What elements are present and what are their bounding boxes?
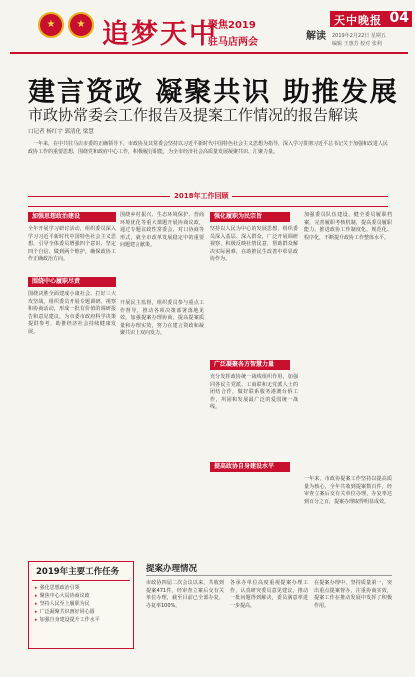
- cppcc-emblem-icon: ★: [68, 12, 94, 38]
- subtitle-line-1: 聚焦2019: [208, 20, 256, 31]
- column-text: 在提案办理中，坚持质量第一，突出重点提案督办，注重协商实效，提案工作在推动发展中发挥了积极作用。: [314, 580, 392, 609]
- section-title-wisdom: 广泛凝聚各方智慧力量: [210, 360, 290, 370]
- column-text: 坚持以人民为中心的发展思想，组织委员深入基层、深入群众，广泛开展调研视察，积极反映社情民意，帮助群众解决实际困难，在助推民生改善中彰显政协作为。: [210, 226, 298, 262]
- issue-meta: [332, 32, 386, 48]
- list-item: ★ 广泛凝聚共识画好同心圆: [34, 608, 128, 616]
- issue-date: 2019年2月22日 星期五: [332, 33, 386, 39]
- column-text: 围绕乡村振兴、生态环境保护、营商环境优化等重大课题开展协商议政，通过专题议政性常委会、对口协商等形式，就全市改革发展稳定中的重要问题建言献策。: [120, 212, 204, 248]
- lead-paragraph: 一年来，在中共驻马店市委的正确领导下，市政协及其常委会坚持以习近平新时代中国特色社会主义思想为指导，深入学习贯彻习近平总书记关于加强和改进人民政协工作的重要思想，围绕党和政府中心工作，积极履行职能，为全市经济社会高质量发展凝聚共识、汇聚力量。: [28, 141, 389, 155]
- list-item: ★ 加强自身建设提升工作水平: [34, 616, 128, 624]
- list-item: ★ 坚持人民至上履职为民: [34, 600, 128, 608]
- list-item: ★ 聚焦中心大局协商议政: [34, 592, 128, 600]
- list-item: ★ 强化思想政治引领: [34, 584, 128, 592]
- byline: 口记者 杨红宇 郭清化 梁慧: [28, 129, 94, 135]
- deck: 市政协常委会工作报告及提案工作情况的报告解读: [28, 106, 359, 124]
- proposal-title: 提案办理情况: [146, 564, 198, 574]
- column-text: 充分发挥政协统一战线组织作用，加强同各民主党派、工商联和无党派人士的团结合作，做好联系服务港澳台侨工作，巩固和发展最广泛的爱国统一战线。: [210, 374, 298, 410]
- section-title-center: 围绕中心履职尽责: [28, 277, 116, 287]
- column-subtitle: [208, 16, 258, 48]
- column-text: 一年来，市政协提案工作坚持以提高质量为核心，全年共收到提案数百件，经审查立案后交有关单位办理，办复率达到百分之百，提案办理取得明显成效。: [304, 476, 392, 505]
- column-title: 追梦天中: [102, 19, 218, 50]
- column-text: 市政协四届二次会议以来，共收到提案471件，经审查立案后交有关单位办理，截至目前已全部办复，办复率100%。: [146, 580, 224, 609]
- section-band-label: 2018年工作回顾: [170, 191, 232, 201]
- column-text: 全年开展学习研讨活动，组织委员深入学习习近平新时代中国特色社会主义思想，引导全体委员增强四个意识、坚定四个自信、做到两个维护，确保政协工作正确政治方向。: [28, 226, 116, 262]
- tasks-2019-list: [29, 584, 133, 624]
- issue-editors: 编辑 王惠芳 校对 张利: [332, 41, 382, 47]
- tasks-2019-box: [28, 561, 134, 649]
- column-text: 围绕决胜全面建成小康社会、打好三大攻坚战，组织委员开展专题调研、视察和协商活动，形成一批有价值的调研报告和意见建议，为市委市政府科学决策提供参考，助推经济社会持续健康发展。: [28, 291, 116, 335]
- proposal-divider: [146, 575, 392, 576]
- column-text: 各承办单位高度重视提案办理工作，认真研究委员意见建议，推动一批问题得到解决，委员满意率进一步提高。: [230, 580, 308, 609]
- newspaper-logo: [330, 11, 412, 27]
- page-number: 04: [389, 10, 409, 26]
- subtitle-line-2: 驻马店两会: [208, 37, 258, 48]
- section-tag: 解读: [306, 31, 326, 42]
- section-title-self: 提高政协自身建设水平: [210, 462, 290, 472]
- national-emblem-icon: ★: [38, 12, 64, 38]
- section-title-people: 强化履职为民宗旨: [210, 212, 290, 222]
- section-title-politics: 加强思想政治建设: [28, 212, 116, 222]
- masthead: [10, 8, 408, 54]
- logo-text: 天中晚报: [334, 14, 382, 27]
- column-text: 加强委员队伍建设，健全委员履职档案，完善履职考核机制，提高委员履职能力。推进政协工作制度化、规范化、程序化，不断提升政协工作整体水平。: [304, 212, 392, 241]
- headline: 建言资政 凝聚共识 助推发展: [28, 77, 399, 108]
- tasks-2019-title: 2019年主要工作任务: [32, 562, 130, 581]
- column-text: 开展民主监督，组织委员参与重点工作督导，推动各项决策部署落地见效。加强提案办理协商，提高提案质量和办理实效，努力在建言资政和凝聚共识上双向发力。: [120, 300, 204, 336]
